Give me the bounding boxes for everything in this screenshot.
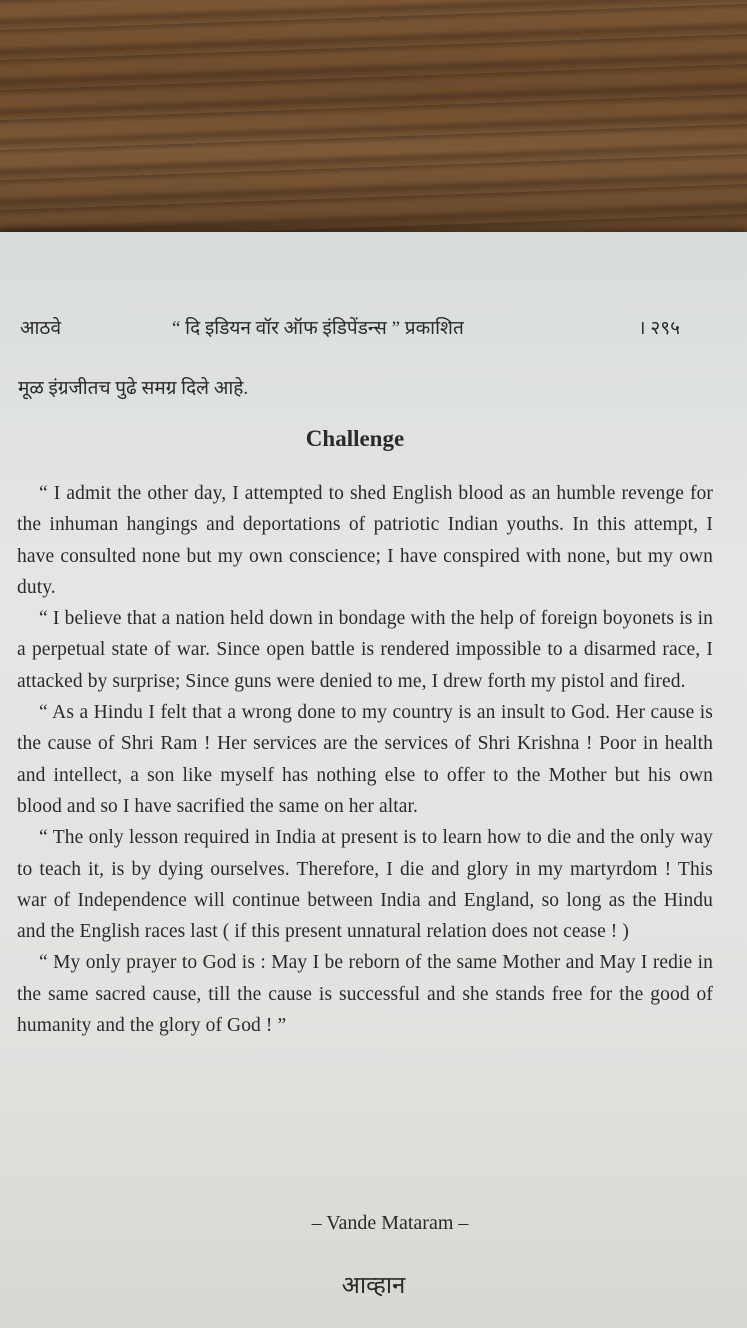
wooden-table-background (0, 0, 747, 250)
paragraph-3: “ As a Hindu I felt that a wrong done to my country is an insult to God. Her cause is the cause of Shri Ram ! Her services are the services of Shri Krishna ! Poor in health and intellect, a son like myself has nothing else to offer to the Mother but his own blood and so I have sacrified the same on her altar. (17, 702, 713, 817)
paragraph-4: “ The only lesson required in India at present is to learn how to die and the only way to teach it, is by dying ourselves. Therefore, I die and glory in my martyrdom ! This war of Independence will continue between India and England, so long as the Hindu and the English races last ( if this present unnatural relation does not cease ! ) (17, 827, 713, 943)
section-title: Challenge (305, 426, 405, 451)
book-page (0, 232, 747, 1328)
page-number: । २९५ (638, 318, 680, 339)
paragraph-2: “ I believe that a nation held down in bondage with the help of foreign boyonets is in a perpetual state of war. Since open battle is rendered impossible to a disarmed race, I attacked by surprise; Since guns were denied to me, I drew forth my pistol and fired. (17, 608, 713, 692)
paragraph-1: “ I admit the other day, I attempted to shed English blood as an humble revenge for the inhuman hangings and deportations of patriotic Indian youths. In this attempt, I have consulted none but my own conscience; I have conspired with none, but my own duty. (17, 483, 713, 598)
running-head-title: “ दि इडियन वॉर ऑफ इंडिपेंडन्स ” प्रकाशित (172, 318, 464, 339)
statement-body (17, 478, 713, 1041)
intro-line: मूळ इंग्रजीतच पुढे समग्र दिले आहे. (18, 378, 249, 399)
closing-line: – Vande Mataram – (311, 1212, 469, 1234)
paragraph-5: “ My only prayer to God is : May I be reborn of the same Mother and May I redie in the same sacred cause, till the cause is successful and she stands free for the good of humanity and the glory of God ! ” (17, 952, 713, 1037)
next-section-heading: आव्हान (341, 1273, 406, 1299)
running-head-chapter: आठवे (20, 318, 62, 339)
running-head (20, 314, 680, 344)
